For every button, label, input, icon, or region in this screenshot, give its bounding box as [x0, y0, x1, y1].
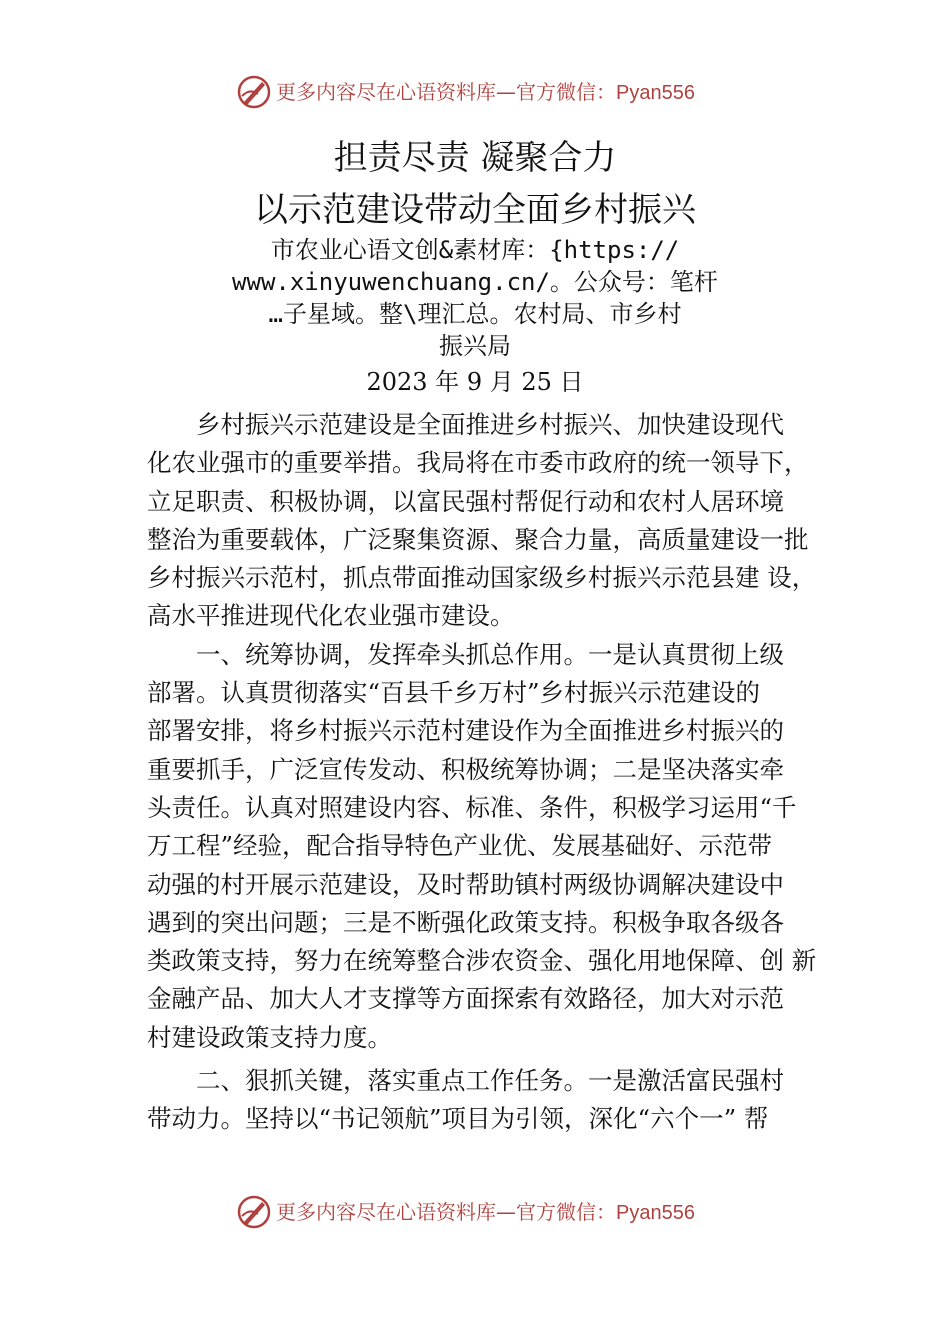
author-block	[225, 234, 725, 362]
document-date: 2023 年 9 月 25 日	[366, 368, 584, 396]
body-line: 遇到的突出问题；三是不断强化政策支持。积极争取各级各	[147, 907, 784, 937]
body-line: 整治为重要载体，广泛聚集资源、聚合力量，高质量建设一批	[147, 524, 809, 554]
pen-logo-icon	[236, 74, 272, 110]
author-line: 振兴局	[439, 332, 511, 360]
body-line: 二、狠抓关键，落实重点工作任务。一是激活富民强村	[147, 1066, 784, 1096]
body-line: 头责任。认真对照建设内容、标准、条件，积极学习运用“千	[147, 792, 797, 822]
banner-wechat-id: Pyan556	[616, 1202, 695, 1224]
body-line: 化农业强市的重要举措。我局将在市委市政府的统一领导下，	[147, 448, 809, 478]
title-line-2: 以示范建设带动全面乡村振兴	[254, 190, 696, 230]
body-line: 村建设政策支持力度。	[147, 1022, 392, 1052]
body-line: 动强的村开展示范建设，及时帮助镇村两级协调解决建设中	[147, 869, 784, 899]
body-line: 重要抓手，广泛宣传发动、积极统筹协调；二是坚决落实牵	[147, 754, 784, 784]
banner-text	[276, 1198, 695, 1227]
body-line: 部署。认真贯彻落实“百县千乡万村”乡村振兴示范建设的	[147, 678, 761, 708]
body-line: 金融产品、加大人才支撑等方面探索有效路径，加大对示范	[147, 984, 784, 1014]
banner-library-name: 更多内容尽在心语资料库	[276, 1200, 496, 1224]
body-line: 部署安排，将乡村振兴示范村建设作为全面推进乡村振兴的	[147, 716, 784, 746]
banner-wechat-id: Pyan556	[616, 82, 695, 104]
footer-banner	[0, 1192, 950, 1232]
author-line: …子星域。整\理汇总。农村局、市乡村	[268, 300, 682, 328]
body-line: 乡村振兴示范建设是全面推进乡村振兴、加快建设现代	[147, 410, 784, 439]
body-line: 万工程”经验，配合指导特色产业优、发展基础好、示范带	[147, 831, 773, 861]
body-line: 一、统筹协调，发挥牵头抓总作用。一是认真贯彻上级	[147, 639, 784, 669]
body-line: 立足职责、积极协调，以富民强村帮促行动和农村人居环境	[147, 486, 784, 516]
author-line: www.xinyuwenchuang.cn/。公众号：笔杆	[232, 268, 718, 296]
author-line: 市农业心语文创&素材库：{https://	[270, 236, 680, 264]
banner-separator: —官方微信：	[496, 80, 616, 104]
banner-library-name: 更多内容尽在心语资料库	[276, 80, 496, 104]
title-line-1: 担责尽责 凝聚合力	[333, 138, 617, 178]
header-banner	[0, 72, 950, 112]
body-line: 乡村振兴示范村，抓点带面推动国家级乡村振兴示范县建 设，	[147, 563, 817, 593]
body-line: 高水平推进现代化农业强市建设。	[147, 601, 515, 631]
banner-separator: —官方微信：	[496, 1200, 616, 1224]
body-line: 带动力。坚持以“书记领航”项目为引领，深化“六个一” 帮	[147, 1104, 769, 1134]
banner-text	[276, 78, 695, 107]
body-text	[147, 406, 837, 1139]
body-line: 类政策支持，努力在统筹整合涉农资金、强化用地保障、创 新	[147, 946, 817, 976]
pen-logo-icon	[236, 1194, 272, 1230]
